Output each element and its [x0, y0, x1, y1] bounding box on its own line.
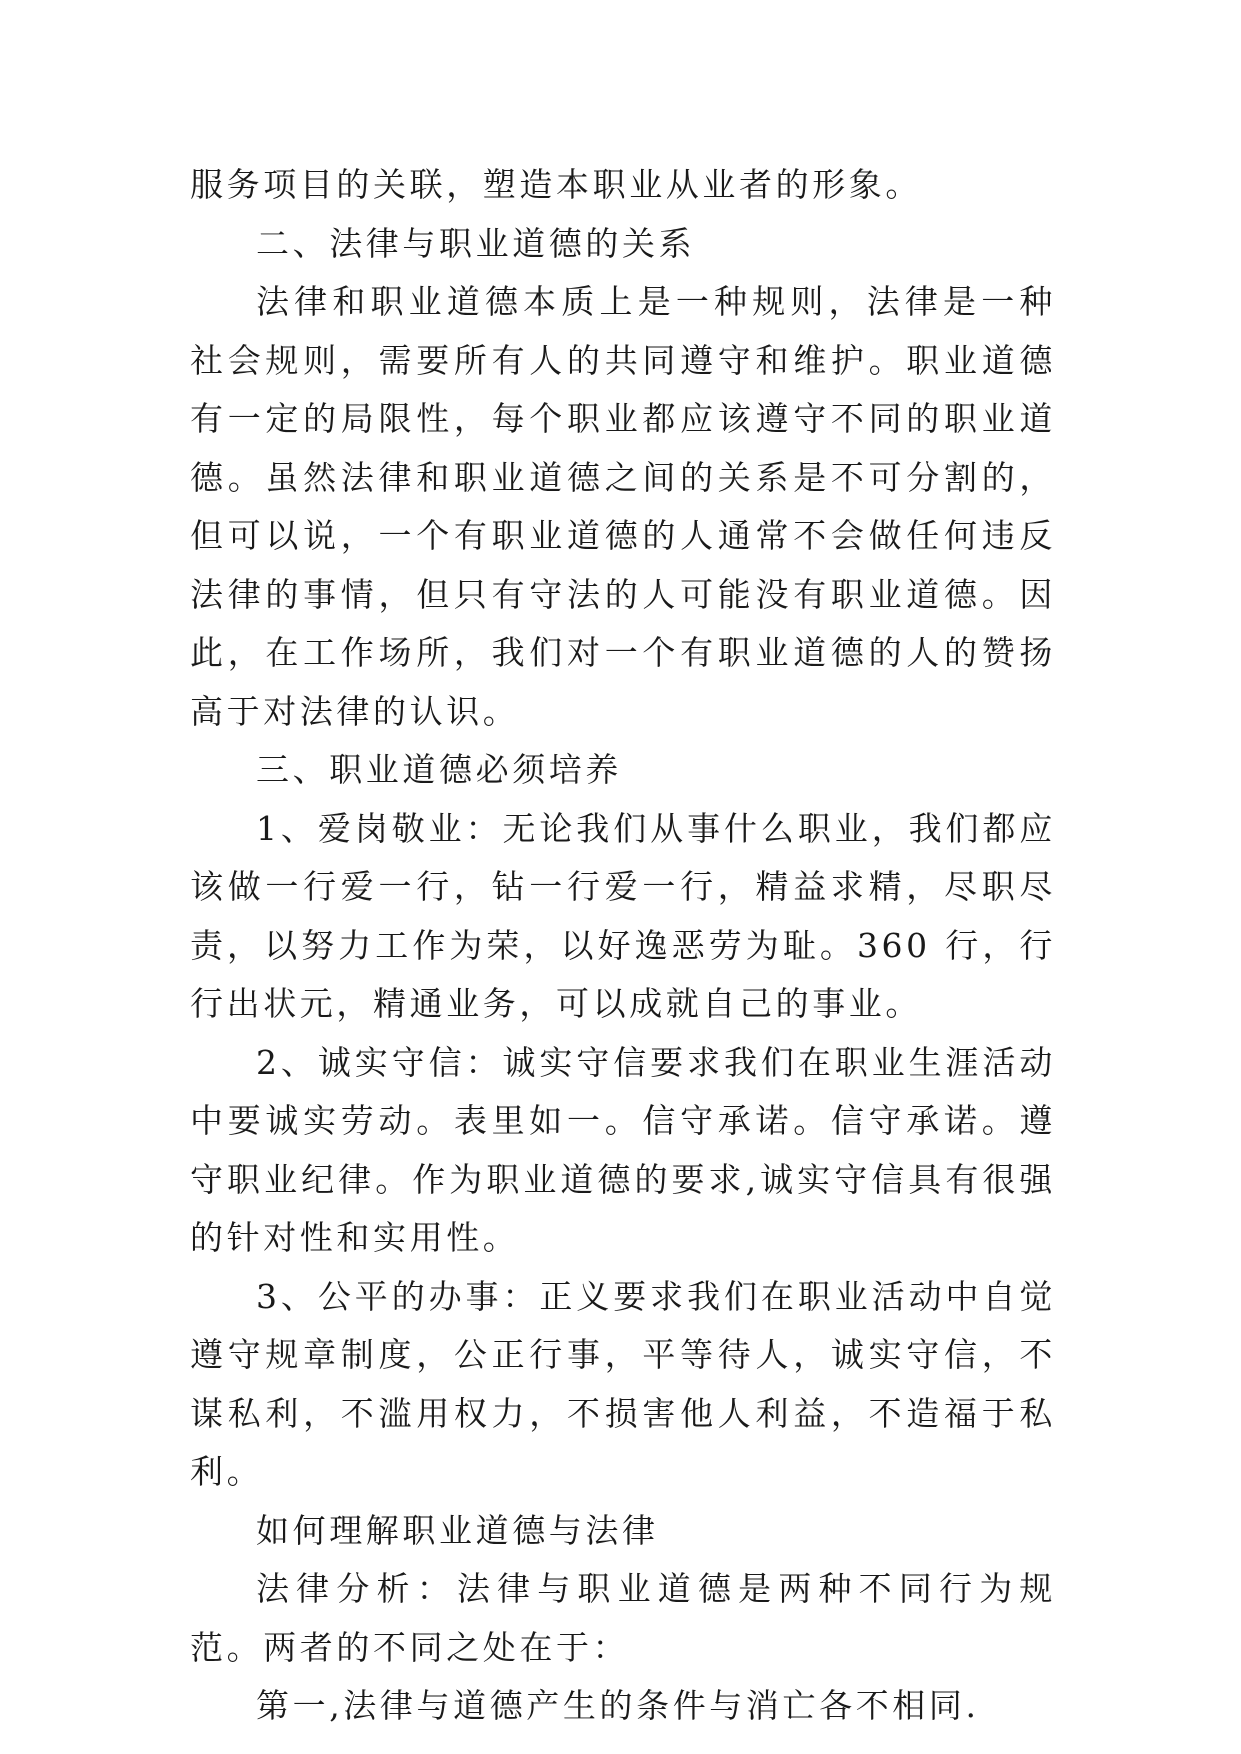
paragraph-legal-analysis: 法律分析：法律与职业道德是两种不同行为规范。两者的不同之处在于： [190, 1569, 1056, 1667]
list-item-fairness: 3、公平的办事：正义要求我们在职业活动中自觉遵守规章制度，公正行事，平等待人，诚实守信，不谋私利，不滥用权力，不损害他人利益，不造福于私利。 [190, 1276, 1056, 1491]
paragraph-continuation: 服务项目的关联，塑造本职业从业者的形象。 [190, 165, 922, 204]
paragraph-first-difference: 第一,法律与道德产生的条件与消亡各不相同. [256, 1686, 980, 1725]
section-heading-understanding: 如何理解职业道德与法律 [256, 1510, 659, 1550]
list-item-dedication: 1、爱岗敬业：无论我们从事什么职业，我们都应该做一行爱一行，钻一行爱一行，精益求精，尽职尽责，以努力工作为荣，以好逸恶劳为耻。360 行，行行出状元，精通业务，可以成就自己的事业。 [190, 808, 1056, 1023]
paragraph-law-and-ethics: 法律和职业道德本质上是一种规则，法律是一种社会规则，需要所有人的共同遵守和维护。职业道德有一定的局限性，每个职业都应该遵守不同的职业道德。虽然法律和职业道德之间的关系是不可分割的，但可以说，一个有职业道德的人通常不会做任何违反法律的事情，但只有守法的人可能没有职业道德。因此，在工作场所，我们对一个有职业道德的人的赞扬高于对法律的认识。 [190, 282, 1056, 731]
section-heading-ethics-cultivation: 三、职业道德必须培养 [256, 750, 622, 789]
list-item-honesty: 2、诚实守信：诚实守信要求我们在职业生涯活动中要诚实劳动。表里如一。信守承诺。信守承诺。遵守职业纪律。作为职业道德的要求,诚实守信具有很强的针对性和实用性。 [190, 1042, 1056, 1257]
document-body [190, 156, 1056, 1736]
section-heading-law-and-ethics-relation: 二、法律与职业道德的关系 [256, 223, 696, 263]
